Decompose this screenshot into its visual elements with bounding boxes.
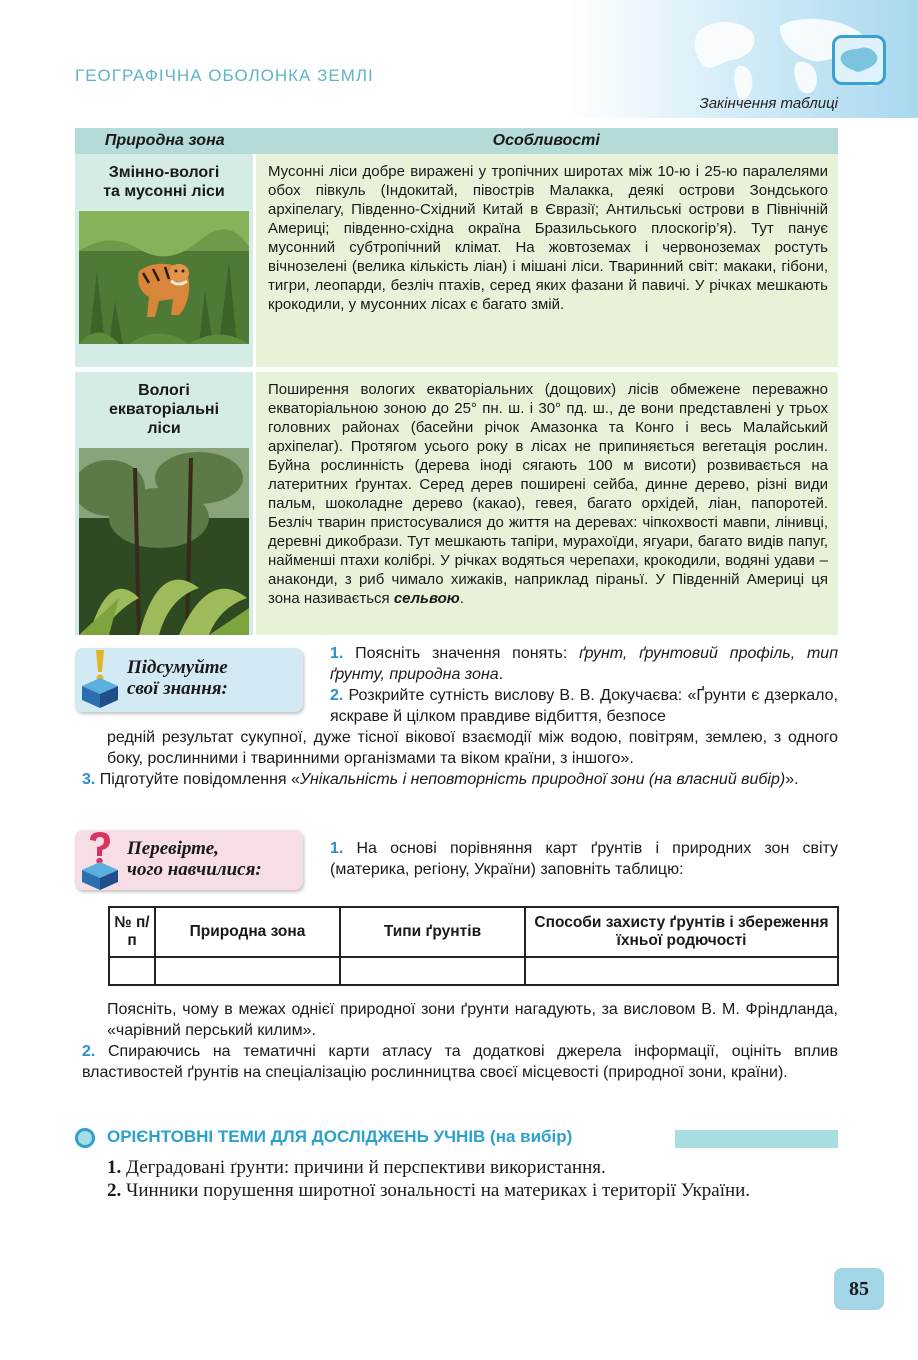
research-topic: 2. Чинники порушення широтної зональності на материках і території України. [107, 1180, 751, 1201]
summary-task-1: 1. Поясніть значення понять: ґрунт, ґрунтовий профіль, тип ґрунту, природна зона. [330, 645, 839, 683]
empty-cell [155, 957, 340, 985]
check-badge-label: Перевірте, чого навчилися: [127, 838, 262, 880]
tiger-photo [79, 211, 249, 344]
check-task-1: 1. На основі порівняння карт ґрунтів і природних зон світу (материка, регіону, України) заповніть таблицю: [330, 840, 838, 878]
zone-description: Мусонні ліси добре виражені у тропічних широтах між 10-ю і 25-ю паралелями обох півкуль (Індокитай, півострів Малакка, деякі острови Зондського архіпелагу, Південно-Східний Китай в Євразії; Антильські острови в Північній Америці; південно-східна окраїна Бразильського плоскогір’я). Тут панує мусонний субтропічний клімат. На жовтоземах і червоноземах ростуть вічнозелені (велика кількість ліан) і мішані ліси. Тваринний світ: макаки, гібони, тигри, леопарди, безліч птахів, серед яких фазани й павичі. У річках мешкають крокодили, у мусонних лісах є багато змій. [255, 154, 839, 367]
summary-task-2-continued: редній результат сукупної, дуже тісної вікової взаємодії між водою, повітрям, землею, з одного боку, рослинними і тваринними організмами та віком країни, з іншого». [107, 729, 838, 767]
summary-badge-label: Підсумуйте свої знання: [127, 657, 228, 699]
zone-cell [75, 154, 255, 367]
table-row [75, 154, 838, 367]
check-task-1-question: Поясніть, чому в межах однієї природної зони ґрунти нагадують, за висловом В. М. Фріндланда, «чарівний перський килим». [107, 1001, 838, 1039]
exclamation-cube-icon [78, 650, 122, 708]
section-bullet-icon [75, 1128, 95, 1148]
zone-name: Вологі екваторіальні ліси [108, 382, 220, 437]
table-row [109, 957, 838, 985]
ukraine-map-icon [832, 35, 886, 85]
empty-cell [109, 957, 155, 985]
fill-in-table [108, 906, 839, 986]
column-header-zone: Природна зона [75, 128, 255, 154]
grid-header-soil-types: Типи ґрунтів [340, 907, 525, 957]
grid-header-zone: Природна зона [155, 907, 340, 957]
table-row [75, 372, 838, 635]
title-decor-bar [675, 1130, 838, 1148]
question-cube-icon [78, 832, 122, 890]
zone-cell [75, 372, 255, 635]
page-number: 85 [834, 1268, 884, 1310]
column-header-features: Особливості [255, 128, 839, 154]
running-title: ГЕОГРАФІЧНА ОБОЛОНКА ЗЕМЛІ [75, 66, 374, 85]
table-continuation-note: Закінчення таблиці [699, 95, 838, 112]
check-task-2: 2. Спираючись на тематичні карти атласу та додаткові джерела інформації, оцініть вплив властивостей ґрунтів на спеціалізацію рослинництва своєї місцевості (природної зони, країни). [82, 1043, 838, 1081]
research-topics-title: ОРІЄНТОВНІ ТЕМИ ДЛЯ ДОСЛІДЖЕНЬ УЧНІВ (на вибір) [107, 1127, 573, 1146]
rainforest-photo [79, 448, 249, 635]
grid-header-number: № п/п [109, 907, 155, 957]
empty-cell [525, 957, 838, 985]
summary-task-3: 3. Підготуйте повідомлення «Унікальність і неповторність природної зони (на власний вибір)». [82, 771, 799, 788]
research-topic: 1. Деградовані ґрунти: причини й перспективи використання. [107, 1157, 606, 1178]
zone-description: Поширення вологих екваторіальних (дощових) лісів обмежене переважно екваторіальною зоною до 25° пн. ш. і 30° пд. ш., де вони представлені у трьох головних районах (басейни річок Амазонка та Конго і весь Малайський архіпелаг). Протягом усього року в лісах не припиняється вегетація рослин. Буйна рослинність (дерева іноді сягають 100 м висоти) розвивається на латеритних ґрунтах. Серед дерев поширені сейба, динне дерево, різні види пальм, шоколадне дерево (какао), гевея, багато орхідей, ліан, папоротей. Безліч тварин пристосувалися до життя на деревах: чіпкохвості мавпи, лінивці, деревні дикобрази. Тут мешкають тапіри, мурахоїди, ягуари, багато видів папуг, найменші птахи колібрі. У річках водяться черепахи, крокодили, водяні удави – анаконди, з риб чимало хижаків, наприклад піраньї. У Південній Америці ця зона називається сельвою. [255, 372, 839, 635]
natural-zones-table [75, 128, 838, 635]
summary-task-2: 2. Розкрийте сутність вислову В. В. Докучаєва: «Ґрунти є дзеркало, яскраве й цілком правдиве відбиття, безпосе [330, 687, 838, 725]
zone-name: Змінно-вологі та мусонні ліси [103, 164, 225, 200]
empty-cell [340, 957, 525, 985]
grid-header-protection: Способи захисту ґрунтів і збереження їхньої родючості [525, 907, 838, 957]
